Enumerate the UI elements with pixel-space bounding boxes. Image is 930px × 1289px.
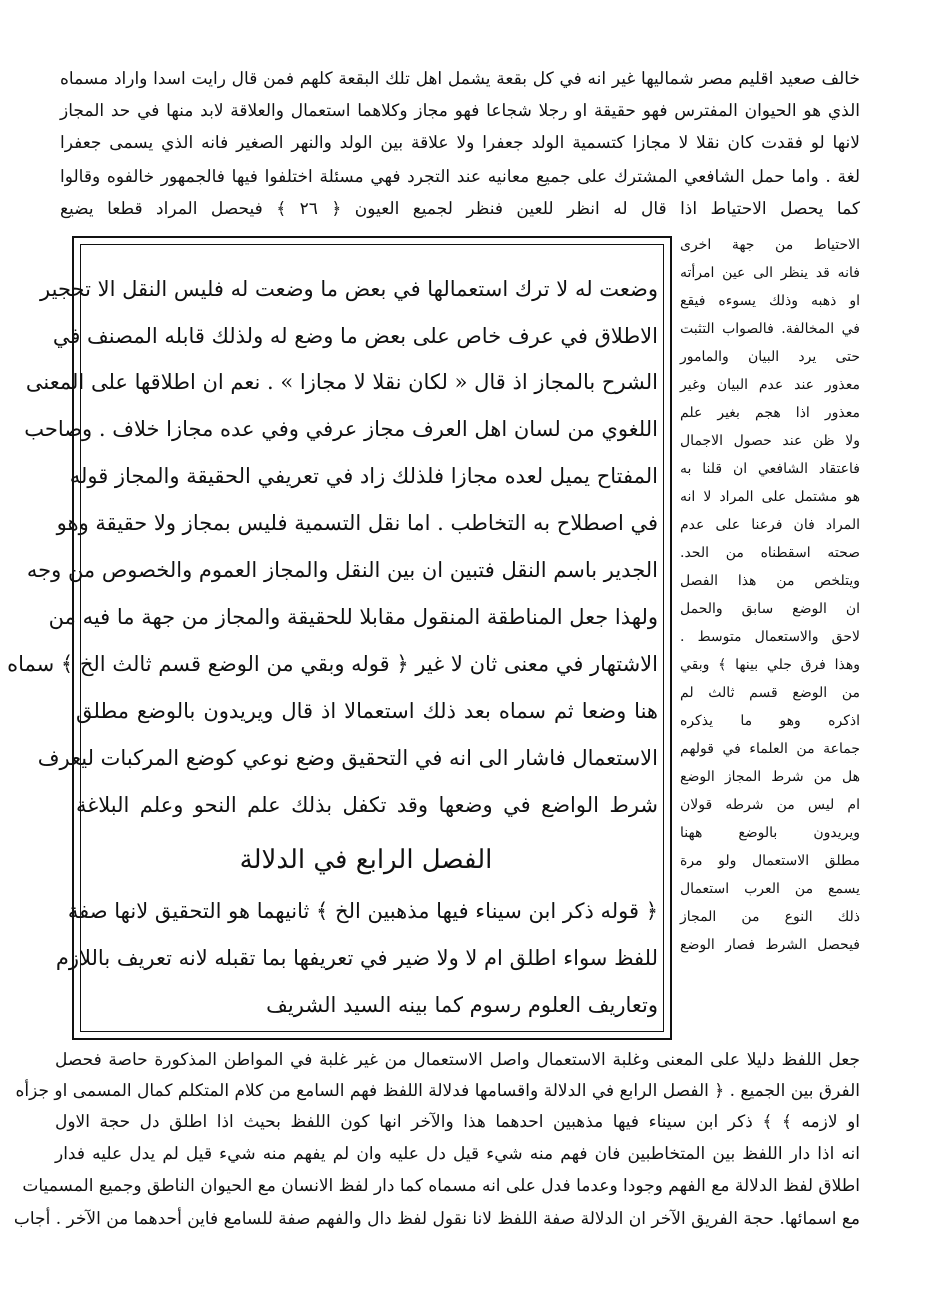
bottom-line-5: اطلاق لفظ الدلالة مع الفهم وجودا وعدما فدل على انه مسماه كما دار لفظ الانسان مع الحيوان الناطق وجميع المسميات <box>22 1176 860 1196</box>
bottom-line-2: الفرق بين الجميع . ﴿ الفصل الرابع في الدلالة واقسامها فدلالة اللفظ فهم السامع من كلام المتكلم كمال المسمى او جزأه <box>15 1081 860 1101</box>
top-line-2: الذي هو الحيوان المفترس فهو حقيقة او رجلا شجاعا فهو مجاز وكلاهما استعمال والعلاقة لابد منها في حد المجاز <box>60 101 860 121</box>
main-text-line: للفظ سواء اطلق ام لا ولا ضير في تعريفها بما تقبله لانه تعريف باللازم <box>55 946 658 970</box>
main-text-line: الاشتهار في معنى ثان لا غير ﴿ قوله وبقي من الوضع قسم ثالث الخ ﴾ سماه <box>7 652 658 676</box>
margin-line: المراد فان فرعنا على عدم <box>680 517 860 533</box>
margin-line: فاعتقاد الشافعي ان قلنا به <box>680 461 860 477</box>
margin-line: ام ليس من شرطه قولان <box>680 797 860 813</box>
margin-line: لاحق والاستعمال متوسط . <box>680 629 860 645</box>
main-text-line: وضعت له لا ترك استعمالها في بعض ما وضعت له فليس النقل الا تحجير <box>40 277 658 301</box>
section-heading: الفصل الرابع في الدلالة <box>239 845 493 875</box>
main-text-line: الجدير باسم النقل فتبين ان بين النقل والمجاز العموم والخصوص من وجه <box>26 558 658 582</box>
main-text-line: وتعاريف العلوم رسوم كما بينه السيد الشريف <box>266 993 658 1017</box>
top-line-4: لغة . واما حمل الشافعي المشترك على جميع معانيه عند التجرد فهي مسئلة اختلفوا فيها فالجمهور خالفوه وقالوا <box>60 167 860 187</box>
margin-line: مطلق الاستعمال ولو مرة <box>680 853 860 869</box>
margin-line: جماعة من العلماء في قولهم <box>680 741 860 757</box>
top-line-3: لانها لو فقدت كان نقلا لا مجازا كتسمية الولد جعفرا ولا علاقة بين الولد والنهر الصغير فانه الذي يسمى جعفرا <box>60 133 860 153</box>
main-text-line: هنا وضعا ثم سماه بعد ذلك استعمالا اذ قال ويريدون بالوضع مطلق <box>76 699 658 723</box>
main-text-line: في اصطلاح به التخاطب . اما نقل التسمية فليس بمجاز ولا حقيقة وهو <box>56 511 658 535</box>
margin-line: ويتلخص من هذا الفصل <box>680 573 860 589</box>
margin-line: في المخالفة. فالصواب التثبت <box>680 321 860 337</box>
margin-line: فيحصل الشرط فصار الوضع <box>680 937 860 953</box>
margin-line: وهذا فرق جلي بينها ﴾ وبقي <box>680 657 860 673</box>
main-text-line: شرط الواضع في وضعها وقد تكفل بذلك علم النحو وعلم البلاغة <box>76 793 658 817</box>
margin-line: ويريدون بالوضع ههنا <box>680 825 860 841</box>
margin-line: حتى يرد البيان والمامور <box>680 349 860 365</box>
margin-line: اذكره وهو ما يذكره <box>680 713 860 729</box>
margin-line: الاحتياط من جهة اخرى <box>680 237 860 253</box>
main-text-line: ولهذا جعل المناطقة المنقول مقابلا للحقيقة والمجاز من جهة ما فيه من <box>48 605 658 629</box>
main-text-line: ﴿ قوله ذكر ابن سيناء فيها مذهبين الخ ﴾ ثانيهما هو التحقيق لانها صفة <box>67 899 658 923</box>
margin-line: او ذهبه وذلك يسوءه فيقع <box>680 293 860 309</box>
bottom-line-4: انه اذا دار اللفظ بين المتخاطبين فان فهم منه شيء قيل دل عليه وان لم يفهم منه شيء قيل لم يدل عليه فدار <box>55 1144 860 1164</box>
margin-line: من الوضع قسم ثالث لم <box>680 685 860 701</box>
main-text-line: الاطلاق في عرف خاص على بعض ما وضع له ولذلك قابله المصنف في <box>52 324 658 348</box>
margin-line: صحته اسقطناه من الحد. <box>680 545 860 561</box>
margin-line: ان الوضع سابق والحمل <box>680 601 860 617</box>
margin-line: معذور اذا هجم بغير علم <box>680 405 860 421</box>
main-text-line: الشرح بالمجاز اذ قال « لكان نقلا لا مجازا » . نعم ان اطلاقها على المعنى <box>25 370 658 394</box>
main-text-line: اللغوي من لسان اهل العرف مجاز عرفي وفي عده مجازا خلاف . وصاحب <box>24 417 658 441</box>
margin-line: ذلك النوع من المجاز <box>680 909 860 925</box>
margin-line: معذور عند عدم البيان وغير <box>680 377 860 393</box>
margin-line: هو مشتمل على المراد لا انه <box>680 489 860 505</box>
bottom-line-3: او لازمه ﴾ ﴾ ذكر ابن سيناء فيها مذهبين احدهما هذا والآخر انها كون اللفظ بحيث اذا اطلق دل حجة الاول <box>55 1112 860 1132</box>
margin-line: ولا ظن عند حصول الاجمال <box>680 433 860 449</box>
top-line-5: كما يحصل الاحتياط اذا قال له انظر للعين فنظر لجميع العيون ﴿ ٢٦ ﴾ فيحصل المراد قطعا يضيع <box>60 199 860 219</box>
margin-line: يسمع من العرب استعمال <box>680 881 860 897</box>
bottom-line-1: جعل اللفظ دليلا على المعنى وغلبة الاستعمال واصل الاستعمال من غير غلبة في المواطن المذكورة حاصة فحصل <box>55 1050 860 1070</box>
bottom-line-6: مع اسمائها. حجة الفريق الآخر ان الدلالة صفة اللفظ لانا نقول لفظ دال والفهم صفة للسامع فاين أحدهما من الآخر . أجاب <box>13 1209 860 1229</box>
main-text-line: الاستعمال فاشار الى انه في التحقيق وضع نوعي كوضع المركبات ليعرف <box>37 746 658 770</box>
main-text-line: المفتاح يميل لعده مجازا فلذلك زاد في تعريفي الحقيقة والمجاز قوله <box>69 464 658 488</box>
margin-line: هل من شرط المجاز الوضع <box>680 769 860 785</box>
margin-line: فانه قد ينظر الى عين امرأته <box>680 265 860 281</box>
top-line-1: خالف صعيد اقليم مصر شماليها غير انه في كل بقعة يشمل اهل تلك البقعة كلهم فمن قال رايت اسدا واراد مسماه <box>60 69 860 89</box>
